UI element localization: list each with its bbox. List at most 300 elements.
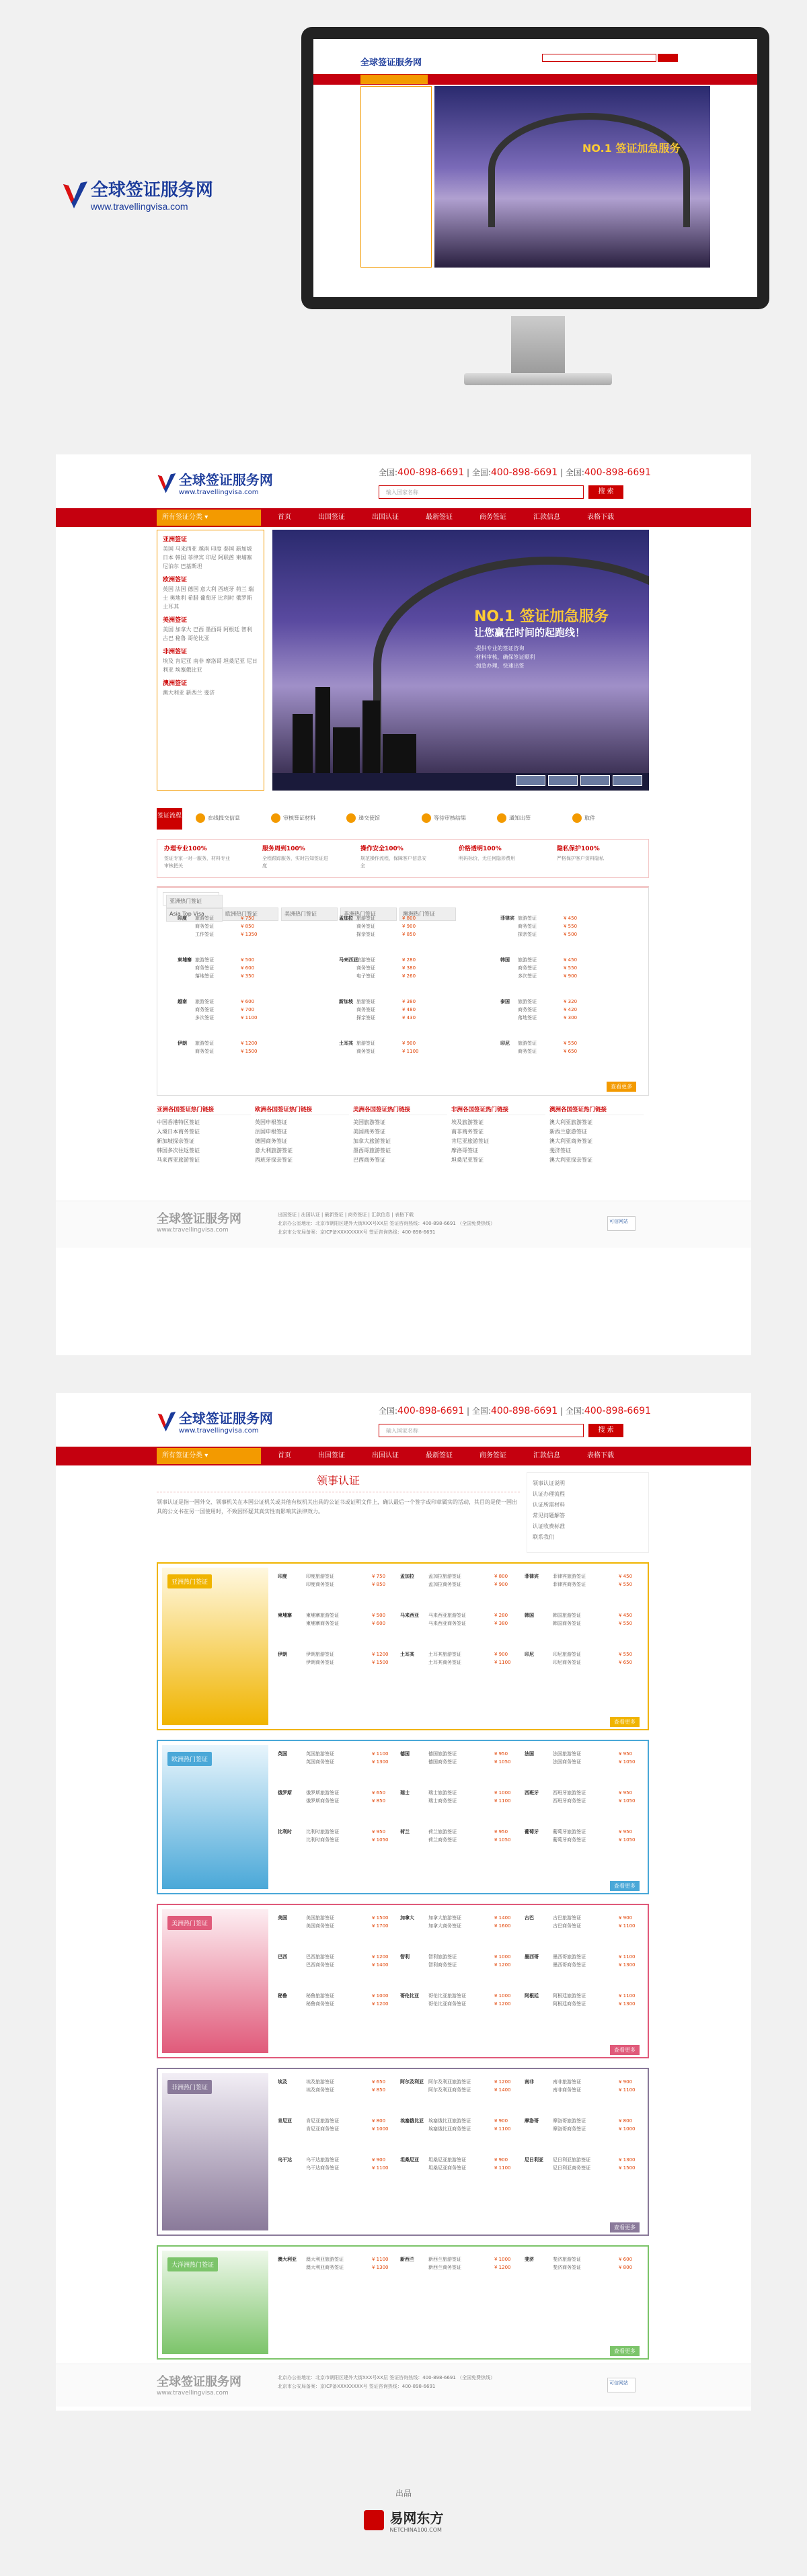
- visa-type: 孟加拉商务签证: [428, 1582, 461, 1587]
- visa-type: 尼日利亚商务签证: [553, 2165, 590, 2171]
- cert-badge[interactable]: 可信网站: [607, 1216, 636, 1231]
- visa-type: 阿尔及利亚旅游签证: [428, 2079, 471, 2085]
- country-label: 印尼: [525, 1652, 534, 1657]
- country-label: 新加坡: [339, 999, 353, 1004]
- more-button[interactable]: 查看更多: [610, 2222, 640, 2232]
- hot-link[interactable]: 南非商务签证: [451, 1129, 484, 1135]
- visa-type: 古巴商务签证: [553, 1923, 581, 1929]
- visa-type: 印度商务签证: [306, 1582, 334, 1587]
- country-label: 孟加拉: [339, 916, 353, 921]
- more-button[interactable]: 查看更多: [610, 1717, 640, 1727]
- hot-link[interactable]: 坦桑尼亚签证: [451, 1157, 484, 1163]
- visa-type: 比利时旅游签证: [306, 1829, 339, 1835]
- footer-text: 出国签证 | 出国认证 | 最新签证 | 商务签证 | 汇款信息 | 表格下载 北京办公室地址：北京市朝阳区建外大街XXX号XX层 签证咨询热线：400-898-6691 （全国免费热线） 北京市公安局备案：京ICP备XXXXXXXX号 签证咨询热线：400-898-6691: [278, 1212, 496, 1235]
- visa-price: ¥ 450: [564, 916, 578, 921]
- visa-type: 荷兰旅游签证: [428, 1829, 457, 1835]
- visa-price: ¥ 1400: [494, 1915, 511, 1921]
- country-label: 肯尼亚: [278, 2118, 292, 2124]
- more-button[interactable]: 查看更多: [610, 2346, 640, 2356]
- nav-remit[interactable]: 汇款信息: [533, 514, 560, 521]
- hot-link[interactable]: 西班牙探亲签证: [255, 1157, 293, 1163]
- tab-africa[interactable]: 非洲热门签证: [340, 908, 397, 921]
- visa-price: ¥ 1000: [494, 2257, 511, 2262]
- promise-item: 价格透明100% 明码标价，无任何隐形费用: [459, 846, 515, 861]
- visa-price: ¥ 1200: [372, 1954, 389, 1960]
- tab-europe[interactable]: 欧洲热门签证: [222, 908, 278, 921]
- hot-link[interactable]: 摩洛哥签证: [451, 1148, 478, 1154]
- visa-price: ¥ 600: [372, 1621, 386, 1626]
- mini-banner-headline: NO.1 签证加急服务: [582, 142, 681, 155]
- search-input[interactable]: 输入国家名称: [379, 485, 584, 499]
- visa-type: 菲律宾商务签证: [553, 1582, 586, 1587]
- site-footer: [56, 1201, 751, 1248]
- country-label: 埃及: [278, 2079, 287, 2085]
- link-column: [157, 1105, 251, 1165]
- visa-type: 英国商务签证: [306, 1759, 334, 1765]
- country-label: 马来西亚: [339, 957, 358, 963]
- nav-visa[interactable]: 出国签证: [318, 514, 345, 521]
- main-nav: [56, 1447, 751, 1465]
- country-label: 澳大利亚: [278, 2257, 297, 2262]
- visa-price: ¥ 1100: [619, 1954, 636, 1960]
- visa-type: 多次签证: [195, 1015, 214, 1020]
- visa-type: 法国旅游签证: [553, 1751, 581, 1757]
- footer-logo: 全球签证服务网 www.travellingvisa.com: [157, 1212, 241, 1234]
- category-select[interactable]: 所有签证分类 ▾: [157, 510, 261, 526]
- visa-price: ¥ 1000: [372, 2126, 389, 2132]
- showcase-logo-name: 全球签证服务网: [90, 180, 213, 200]
- visa-type: 旅游签证: [356, 999, 375, 1004]
- sidebar-title-asia[interactable]: 亚洲签证: [163, 536, 188, 543]
- hot-link[interactable]: 埃及旅游签证: [451, 1119, 484, 1125]
- visa-price: ¥ 1000: [494, 1954, 511, 1960]
- side-link[interactable]: 常见问题解答: [533, 1513, 565, 1519]
- visa-price: ¥ 950: [494, 1829, 508, 1835]
- visa-price: ¥ 1100: [494, 2165, 511, 2171]
- visa-type: 旅游签证: [518, 1041, 537, 1046]
- visa-price: ¥ 1300: [619, 2157, 636, 2163]
- main-nav: [56, 508, 751, 527]
- nav-business[interactable]: 商务签证: [479, 514, 506, 521]
- visa-type: 埃及旅游签证: [306, 2079, 334, 2085]
- sidebar-title-oceania[interactable]: 澳洲签证: [163, 680, 188, 687]
- showcase-logo: [62, 176, 213, 212]
- visa-price: ¥ 450: [564, 957, 578, 963]
- visa-price: ¥ 600: [241, 999, 255, 1004]
- region-landmark-image: [162, 1568, 268, 1725]
- tab-asia[interactable]: 亚洲热门签证 Asia Top Visa: [163, 892, 219, 905]
- visa-type: 墨西哥商务签证: [553, 1962, 586, 1968]
- visa-type: 落地签证: [195, 973, 214, 979]
- nav-latest[interactable]: 最新签证: [426, 514, 453, 521]
- country-label: 菲律宾: [525, 1574, 539, 1579]
- step-item: 等待审核结果: [422, 813, 466, 823]
- country-label: 柬埔寨: [278, 1613, 292, 1618]
- visa-price: ¥ 650: [372, 1790, 386, 1796]
- visa-price: ¥ 280: [494, 1613, 508, 1618]
- visa-type: 工作签证: [195, 932, 214, 937]
- v-logo-icon: [157, 1410, 177, 1433]
- visa-type: 西班牙商务签证: [553, 1798, 586, 1804]
- hot-link[interactable]: 意大利旅游签证: [255, 1148, 293, 1154]
- visa-price: ¥ 1000: [372, 1993, 389, 1999]
- visa-type: 探亲签证: [356, 932, 375, 937]
- hot-link[interactable]: 澳大利亚探亲签证: [549, 1157, 592, 1163]
- sidebar-title-africa[interactable]: 非洲签证: [163, 649, 188, 655]
- visa-type: 古巴旅游签证: [553, 1915, 581, 1921]
- visa-price: ¥ 850: [241, 924, 255, 929]
- country-label: 美国: [278, 1915, 287, 1921]
- visa-price: ¥ 600: [241, 965, 255, 971]
- visa-type: 德国商务签证: [428, 1759, 457, 1765]
- hot-link[interactable]: 巴西商务签证: [353, 1157, 385, 1163]
- visa-type: 乌干达商务签证: [306, 2165, 339, 2171]
- site-footer: [56, 2364, 751, 2407]
- visa-price: ¥ 1300: [372, 1759, 389, 1765]
- country-label: 墨西哥: [525, 1954, 539, 1960]
- visa-price: ¥ 950: [619, 1829, 633, 1835]
- visa-type: 美国旅游签证: [306, 1915, 334, 1921]
- search-button[interactable]: 搜 索: [588, 485, 623, 499]
- hot-link[interactable]: 肯尼亚旅游签证: [451, 1138, 489, 1144]
- visa-type: 斐济旅游签证: [553, 2257, 581, 2262]
- nav-forms[interactable]: 表格下载: [587, 514, 614, 521]
- visa-price: ¥ 900: [372, 2157, 386, 2163]
- country-label: 韩国: [500, 957, 510, 963]
- hot-link[interactable]: 中国香港特区签证: [157, 1119, 200, 1125]
- visa-price: ¥ 320: [564, 999, 578, 1004]
- sidebar-title-america[interactable]: 美洲签证: [163, 617, 188, 624]
- visa-price: ¥ 1100: [494, 1660, 511, 1665]
- visa-type: 俄罗斯商务签证: [306, 1798, 339, 1804]
- steps-label: 签证流程: [157, 808, 182, 830]
- page-title: 领事认证: [157, 1472, 520, 1492]
- region-block: [157, 2245, 649, 2360]
- auth-intro: [157, 1472, 520, 1553]
- visa-type: 孟加拉旅游签证: [428, 1574, 461, 1579]
- hot-link[interactable]: 加拿大旅游签证: [353, 1138, 391, 1144]
- visa-price: ¥ 1400: [372, 1962, 389, 1968]
- side-link[interactable]: 联系我们: [533, 1534, 554, 1540]
- visa-price: ¥ 750: [241, 916, 255, 921]
- visa-type: 葡萄牙商务签证: [553, 1837, 586, 1843]
- v-logo-icon: [62, 179, 89, 210]
- country-label: 菲律宾: [500, 916, 514, 921]
- hot-link[interactable]: 法国申根签证: [255, 1129, 287, 1135]
- homepage-panel: [56, 454, 751, 1355]
- visa-price: ¥ 1050: [619, 1837, 636, 1843]
- category-select[interactable]: 所有签证分类 ▾: [157, 1448, 261, 1464]
- visa-type: 俄罗斯旅游签证: [306, 1790, 339, 1796]
- visa-price: ¥ 500: [241, 957, 255, 963]
- tab-oceania[interactable]: 澳洲热门签证: [399, 908, 456, 921]
- detail-panel: [56, 1393, 751, 2411]
- chevron-down-icon: ▾: [204, 1452, 208, 1459]
- visa-price: ¥ 700: [241, 1007, 255, 1012]
- visa-price: ¥ 850: [372, 2087, 386, 2093]
- visa-type: 旅游签证: [195, 957, 214, 963]
- v-logo-icon: [157, 471, 177, 494]
- country-label: 荷兰: [400, 1829, 410, 1835]
- visa-price: ¥ 1300: [372, 2265, 389, 2270]
- nav-auth[interactable]: 出国认证: [372, 514, 399, 521]
- process-steps: [157, 805, 649, 832]
- visa-type: 乌干达旅游签证: [306, 2157, 339, 2163]
- visa-type: 加拿大商务签证: [428, 1923, 461, 1929]
- auth-side-links: [527, 1472, 649, 1553]
- visa-price: ¥ 1100: [619, 1993, 636, 1999]
- visa-price: ¥ 1100: [372, 1751, 389, 1757]
- visa-type: 旅游签证: [518, 957, 537, 963]
- visa-price: ¥ 1200: [494, 2079, 511, 2085]
- visa-type: 美国商务签证: [306, 1923, 334, 1929]
- link-column-title: 美洲各国签证热门链接: [353, 1105, 447, 1115]
- visa-price: ¥ 900: [494, 2157, 508, 2163]
- region-tag: 美洲热门签证: [167, 1916, 212, 1930]
- visa-price: ¥ 900: [619, 1915, 633, 1921]
- hot-link[interactable]: 入境日本商务签证: [157, 1129, 200, 1135]
- hot-link[interactable]: 美国旅游签证: [353, 1119, 385, 1125]
- more-button[interactable]: 查看更多: [607, 1082, 636, 1092]
- visa-price: ¥ 950: [619, 1751, 633, 1757]
- hot-link[interactable]: 英国申根签证: [255, 1119, 287, 1125]
- visa-type: 阿根廷旅游签证: [553, 1993, 586, 1999]
- country-label: 阿尔及利亚: [400, 2079, 424, 2085]
- chevron-down-icon: ▾: [204, 514, 208, 521]
- country-label: 泰国: [500, 999, 510, 1004]
- nav-business[interactable]: 商务签证: [479, 1452, 506, 1459]
- visa-price: ¥ 550: [564, 924, 578, 929]
- footer-text: 北京办公室地址：北京市朝阳区建外大街XXX号XX层 签证咨询热线：400-898-6691 （全国免费热线） 北京市公安局备案：京ICP备XXXXXXXX号 签证咨询热线：400-898-6691: [278, 2375, 496, 2389]
- hot-link[interactable]: 马来西亚旅游签证: [157, 1157, 200, 1163]
- link-column: [353, 1105, 447, 1165]
- visa-price: ¥ 280: [402, 957, 416, 963]
- visa-type: 商务签证: [518, 965, 537, 971]
- visa-price: ¥ 1100: [494, 1798, 511, 1804]
- country-label: 乌干达: [278, 2157, 292, 2163]
- mini-logo: 全球签证服务网: [360, 58, 422, 68]
- visa-type: 尼日利亚旅游签证: [553, 2157, 590, 2163]
- country-label: 古巴: [525, 1915, 534, 1921]
- banner-headline: NO.1 签证加急服务: [474, 608, 609, 625]
- hot-link[interactable]: 澳大利亚旅游签证: [549, 1119, 592, 1125]
- visa-type: 伊朗旅游签证: [306, 1652, 334, 1657]
- banner-thumbnails[interactable]: [513, 775, 642, 788]
- visa-price: ¥ 950: [494, 1751, 508, 1757]
- country-label: 法国: [525, 1751, 534, 1757]
- footer-nav[interactable]: 出国签证 | 出国认证 | 最新签证 | 商务签证 | 汇款信息 | 表格下载: [278, 1212, 414, 1217]
- hot-link[interactable]: 韩国多次往返签证: [157, 1148, 200, 1154]
- site-header: [56, 1393, 751, 1447]
- visa-type: 柬埔寨旅游签证: [306, 1613, 339, 1618]
- site-logo[interactable]: [157, 469, 273, 496]
- visa-type: 肯尼亚商务签证: [306, 2126, 339, 2132]
- visa-price: ¥ 1200: [241, 1041, 258, 1046]
- visa-price: ¥ 1500: [372, 1660, 389, 1665]
- nav-home[interactable]: 首页: [278, 1452, 291, 1459]
- visa-price: ¥ 420: [564, 1007, 578, 1012]
- visa-type: 旅游签证: [356, 916, 375, 921]
- visa-price: ¥ 1100: [619, 1923, 636, 1929]
- hot-link[interactable]: 德国商务签证: [255, 1138, 287, 1144]
- visa-type: 摩洛哥旅游签证: [553, 2118, 586, 2124]
- visa-type: 商务签证: [356, 965, 375, 971]
- hot-link[interactable]: 新西兰旅游签证: [549, 1129, 587, 1135]
- visa-type: 商务签证: [195, 1007, 214, 1012]
- country-label: 南非: [525, 2079, 534, 2085]
- promise-item: 隐私保护100% 严格保护客户资料隐私: [557, 846, 604, 861]
- region-tag: 非洲热门签证: [167, 2080, 212, 2094]
- visa-type: 旅游签证: [518, 999, 537, 1004]
- link-column: [451, 1105, 545, 1165]
- region-block: [157, 1740, 649, 1894]
- visa-type: 阿根廷商务签证: [553, 2001, 586, 2007]
- visa-price: ¥ 550: [564, 965, 578, 971]
- step-item: 在线提交信息: [196, 813, 240, 823]
- visa-price: ¥ 1100: [494, 2126, 511, 2132]
- tab-america[interactable]: 美洲热门签证: [281, 908, 338, 921]
- side-link[interactable]: 认证所需材料: [533, 1502, 565, 1508]
- visa-type: 瑞士旅游签证: [428, 1790, 457, 1796]
- country-label: 孟加拉: [400, 1574, 414, 1579]
- visa-price: ¥ 650: [619, 1660, 633, 1665]
- visa-price: ¥ 800: [619, 2118, 633, 2124]
- visa-price: ¥ 900: [619, 2079, 633, 2085]
- visa-price: ¥ 550: [619, 1582, 633, 1587]
- visa-price: ¥ 800: [494, 1574, 508, 1579]
- visa-price: ¥ 1200: [494, 2265, 511, 2270]
- visa-type: 商务签证: [518, 1049, 537, 1054]
- nav-latest[interactable]: 最新签证: [426, 1452, 453, 1459]
- visa-type: 英国旅游签证: [306, 1751, 334, 1757]
- visa-price: ¥ 1700: [372, 1923, 389, 1929]
- visa-price: ¥ 900: [402, 924, 416, 929]
- visa-type: 马来西亚旅游签证: [428, 1613, 466, 1618]
- visa-type: 印尼商务签证: [553, 1660, 581, 1665]
- visa-price: ¥ 550: [619, 1652, 633, 1657]
- visa-type: 荷兰商务签证: [428, 1837, 457, 1843]
- monitor-frame: [301, 27, 769, 309]
- visa-type: 巴西商务签证: [306, 1962, 334, 1968]
- credit-brand: 易网东方 NETCHINA100.COM: [0, 2507, 807, 2533]
- cert-badge[interactable]: 可信网站: [607, 2378, 636, 2392]
- visa-type: 探亲签证: [518, 932, 537, 937]
- visa-price: ¥ 1100: [402, 1049, 419, 1054]
- country-label: 秘鲁: [278, 1993, 287, 1999]
- visa-price: ¥ 900: [564, 973, 578, 979]
- link-column-title: 欧洲各国签证热门链接: [255, 1105, 349, 1115]
- hot-link[interactable]: 新加坡探亲签证: [157, 1138, 194, 1144]
- visa-price: ¥ 1200: [372, 1652, 389, 1657]
- visa-price: ¥ 1350: [241, 932, 258, 937]
- visa-type: 旅游签证: [518, 916, 537, 921]
- visa-type: 肯尼亚旅游签证: [306, 2118, 339, 2124]
- hero-banner[interactable]: [272, 530, 649, 791]
- visa-price: ¥ 1000: [619, 2126, 636, 2132]
- visa-type: 探亲签证: [356, 1015, 375, 1020]
- country-label: 哥伦比亚: [400, 1993, 419, 1999]
- side-link[interactable]: 领事认证说明: [533, 1480, 565, 1486]
- visa-price: ¥ 850: [402, 932, 416, 937]
- visa-price: ¥ 1300: [619, 1962, 636, 1968]
- country-label: 马来西亚: [400, 1613, 419, 1618]
- visa-type: 巴西旅游签证: [306, 1954, 334, 1960]
- visa-type: 葡萄牙旅游签证: [553, 1829, 586, 1835]
- visa-type: 比利时商务签证: [306, 1837, 339, 1843]
- step-item: 取件: [572, 813, 595, 823]
- visa-type: 旅游签证: [195, 916, 214, 921]
- visa-price: ¥ 1050: [494, 1837, 511, 1843]
- region-tag: 大洋洲热门签证: [167, 2257, 218, 2271]
- visa-price: ¥ 500: [564, 932, 578, 937]
- nav-forms[interactable]: 表格下载: [587, 1452, 614, 1459]
- visa-type: 西班牙旅游签证: [553, 1790, 586, 1796]
- visa-type: 印尼旅游签证: [553, 1652, 581, 1657]
- visa-price: ¥ 1050: [619, 1759, 636, 1765]
- region-tag: 欧洲热门签证: [167, 1752, 212, 1766]
- country-label: 新西兰: [400, 2257, 414, 2262]
- hot-link[interactable]: 澳大利亚商务签证: [549, 1138, 592, 1144]
- visa-type: 菲律宾旅游签证: [553, 1574, 586, 1579]
- hot-link[interactable]: 斐济签证: [549, 1148, 571, 1154]
- visa-price: ¥ 450: [619, 1613, 633, 1618]
- hot-link[interactable]: 美国商务签证: [353, 1129, 385, 1135]
- nav-remit[interactable]: 汇款信息: [533, 1452, 560, 1459]
- nav-home[interactable]: 首页: [278, 514, 291, 521]
- visa-price: ¥ 300: [564, 1015, 578, 1020]
- region-block: [157, 2068, 649, 2236]
- visa-type: 伊朗商务签证: [306, 1660, 334, 1665]
- visa-price: ¥ 900: [402, 1041, 416, 1046]
- search-input[interactable]: 输入国家名称: [379, 1424, 584, 1437]
- visa-type: 加拿大旅游签证: [428, 1915, 461, 1921]
- region-landmark-image: [162, 2073, 268, 2230]
- visa-type: 新西兰商务签证: [428, 2265, 461, 2270]
- visa-price: ¥ 450: [619, 1574, 633, 1579]
- visa-price: ¥ 950: [372, 1829, 386, 1835]
- search-button[interactable]: 搜 索: [588, 1424, 623, 1437]
- hot-link[interactable]: 墨西哥旅游签证: [353, 1148, 391, 1154]
- side-link[interactable]: 认证收费标准: [533, 1523, 565, 1529]
- visa-type: 商务签证: [356, 1007, 375, 1012]
- visa-type: 埃及商务签证: [306, 2087, 334, 2093]
- nav-auth[interactable]: 出国认证: [372, 1452, 399, 1459]
- visa-price: ¥ 600: [619, 2257, 633, 2262]
- visa-type: 商务签证: [356, 924, 375, 929]
- visa-type: 商务签证: [195, 965, 214, 971]
- country-label: 智利: [400, 1954, 410, 1960]
- link-column-title: 非洲各国签证热门链接: [451, 1105, 545, 1115]
- promise-item: 办理专业100% 签证专家一对一服务，材料专业审核把关: [164, 846, 230, 869]
- country-label: 斐济: [525, 2257, 534, 2262]
- site-header: [56, 454, 751, 508]
- more-button[interactable]: 查看更多: [610, 1881, 640, 1891]
- country-label: 巴西: [278, 1954, 287, 1960]
- visa-price: ¥ 1500: [241, 1049, 258, 1054]
- side-link[interactable]: 认证办理流程: [533, 1491, 565, 1497]
- nav-visa[interactable]: 出国签证: [318, 1452, 345, 1459]
- more-button[interactable]: 查看更多: [610, 2045, 640, 2055]
- sidebar-title-europe[interactable]: 欧洲签证: [163, 577, 188, 583]
- visa-price: ¥ 1000: [494, 1993, 511, 1999]
- visa-price: ¥ 500: [372, 1613, 386, 1618]
- visa-price: ¥ 900: [494, 1652, 508, 1657]
- visa-price: ¥ 1200: [494, 2001, 511, 2007]
- visa-price: ¥ 650: [372, 2079, 386, 2085]
- visa-type: 旅游签证: [195, 999, 214, 1004]
- site-logo[interactable]: 全球签证服务网 www.travellingvisa.com: [157, 1408, 273, 1435]
- visa-price: ¥ 1400: [494, 2087, 511, 2093]
